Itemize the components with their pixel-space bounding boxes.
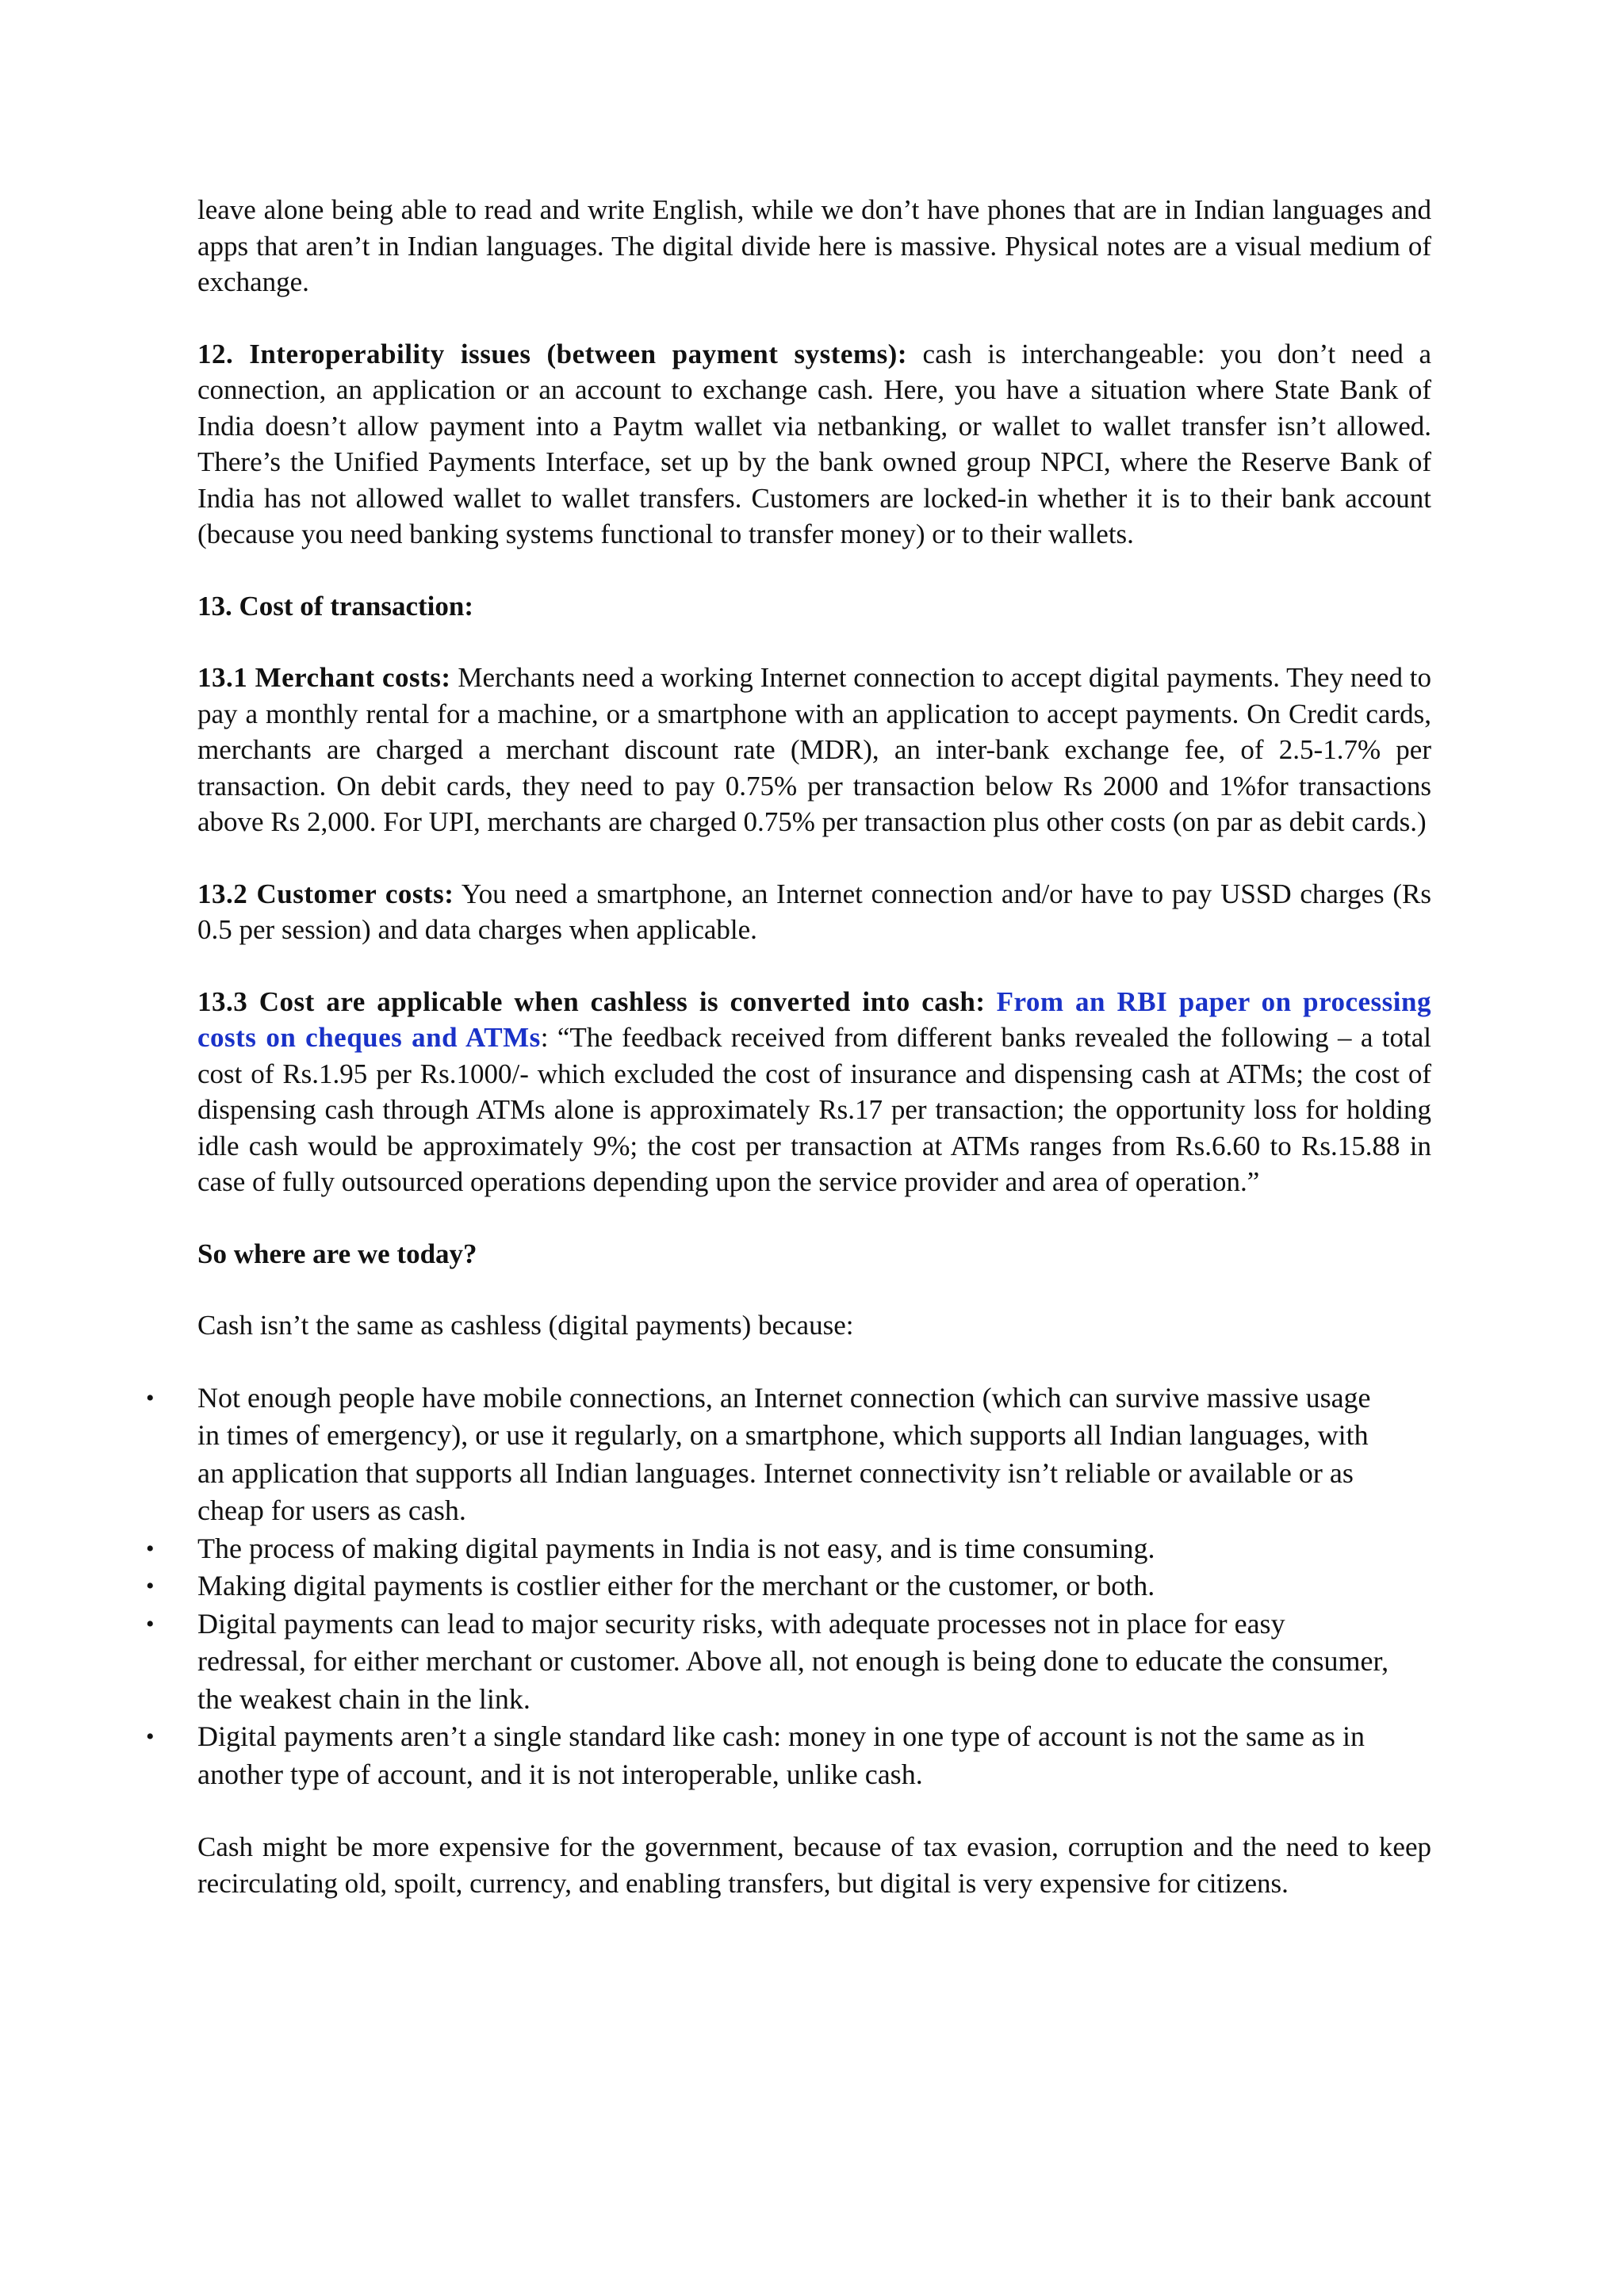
section-heading-interoperability: 12. Interoperability issues (between payment systems): — [197, 338, 907, 369]
document-page — [146, 192, 1431, 1937]
section-heading-customer-costs: 13.2 Customer costs: — [197, 878, 454, 909]
section-customer-costs — [197, 876, 1431, 948]
paragraph-digital-divide: leave alone being able to read and write English, while we don’t have phones that are in Indian languages and apps that aren’t in Indian languages. The digital divide here is massive. Physical notes are a visual medium of exchange. — [197, 194, 1431, 297]
bullet-text: The process of making digital payments in India is not easy, and is time consuming. — [197, 1532, 1155, 1564]
section-heading-merchant-costs: 13.1 Merchant costs: — [197, 662, 451, 693]
bullet-list — [146, 1380, 1395, 1794]
bullet-icon: • — [146, 1535, 155, 1562]
section-cash-conversion-costs — [197, 984, 1431, 1200]
section-interoperability — [197, 336, 1431, 553]
bullet-icon: • — [146, 1724, 155, 1750]
rbi-paper-link[interactable]: From an RBI paper on processing costs on cheques and ATMs — [197, 985, 1431, 1053]
section-body-interoperability: cash is interchangeable: you don’t need a connection, an application or an account to exchange cash. Here, you have a situation where State Bank of India doesn’t allow payment into a Paytm wallet via netbanking, or wallet to wallet transfer isn’t allowed. There’s the Unified Payments Interface, set up by the bank owned group NPCI, where the Reserve Bank of India has not allowed wallet to wallet transfers. Customers are locked-in whether it is to their bank account (because you need banking systems functional to transfer money) or to their wallets. — [197, 338, 1431, 549]
section-body-cash-conversion-costs: : “The feedback received from different banks revealed the following – a total cost of Rs.1.95 per Rs.1000/- which excluded the cost of insurance and dispensing cash at ATMs; the cost of dispensing cash through ATMs alone is approximately Rs.17 per transaction; the opportunity loss for holding idle cash would be approximately 9%; the cost per transaction at ATMs ranges from Rs.6.60 to Rs.15.88 in case of fully outsourced operations depending upon the service provider and area of operation.” — [197, 1022, 1431, 1197]
bullet-item — [146, 1605, 1395, 1719]
bullet-item — [146, 1380, 1395, 1530]
section-body-customer-costs: You need a smartphone, an Internet connection and/or have to pay USSD charges (Rs 0.5 per session) and data charges when applicable. — [197, 878, 1431, 945]
section-heading-cost-of-transaction: 13. Cost of transaction: — [197, 590, 474, 622]
section-merchant-costs — [197, 660, 1431, 840]
bullet-item — [146, 1718, 1395, 1793]
section-heading-where-today: So where are we today? — [197, 1238, 477, 1269]
bullet-icon: • — [146, 1573, 155, 1599]
bullet-text: Making digital payments is costlier either for the merchant or the customer, or both. — [197, 1570, 1155, 1601]
bullet-text: Not enough people have mobile connections, an Internet connection (which can survive massive usage in times of emergency), or use it regularly, on a smartphone, which supports all Indian languages, with an application that supports all Indian languages. Internet connectivity isn’t reliable or available or as cheap for users as cash. — [197, 1381, 1371, 1526]
bullet-text: Digital payments can lead to major security risks, with adequate processes not in place for easy redressal, for either merchant or customer. Above all, not enough is being done to educate the consumer, the weakest chain in the link. — [197, 1607, 1389, 1715]
bullet-icon: • — [146, 1610, 155, 1637]
bullet-item — [146, 1530, 1395, 1568]
paragraph-cashless-intro: Cash isn’t the same as cashless (digital payments) because: — [197, 1310, 854, 1341]
bullet-icon: • — [146, 1384, 155, 1411]
bullet-item — [146, 1567, 1395, 1605]
section-heading-cash-conversion-costs: 13.3 Cost are applicable when cashless is converted into cash: — [197, 985, 986, 1017]
paragraph-closing: Cash might be more expensive for the government, because of tax evasion, corruption and the need to keep recirculating old, spoilt, currency, and enabling transfers, but digital is very expensive for citizens. — [197, 1831, 1431, 1899]
section-body-merchant-costs: Merchants need a working Internet connection to accept digital payments. They need to pay a monthly rental for a machine, or a smartphone with an application to accept payments. On Credit cards, merchants are charged a merchant discount rate (MDR), an inter-bank exchange fee, of 2.5-1.7% per transaction. On debit cards, they need to pay 0.75% per transaction below Rs 2000 and 1%for transactions above Rs 2,000. For UPI, merchants are charged 0.75% per transaction plus other costs (on par as debit cards.) — [197, 662, 1431, 837]
bullet-text: Digital payments aren’t a single standard like cash: money in one type of account is not the same as in another type of account, and it is not interoperable, unlike cash. — [197, 1720, 1365, 1790]
